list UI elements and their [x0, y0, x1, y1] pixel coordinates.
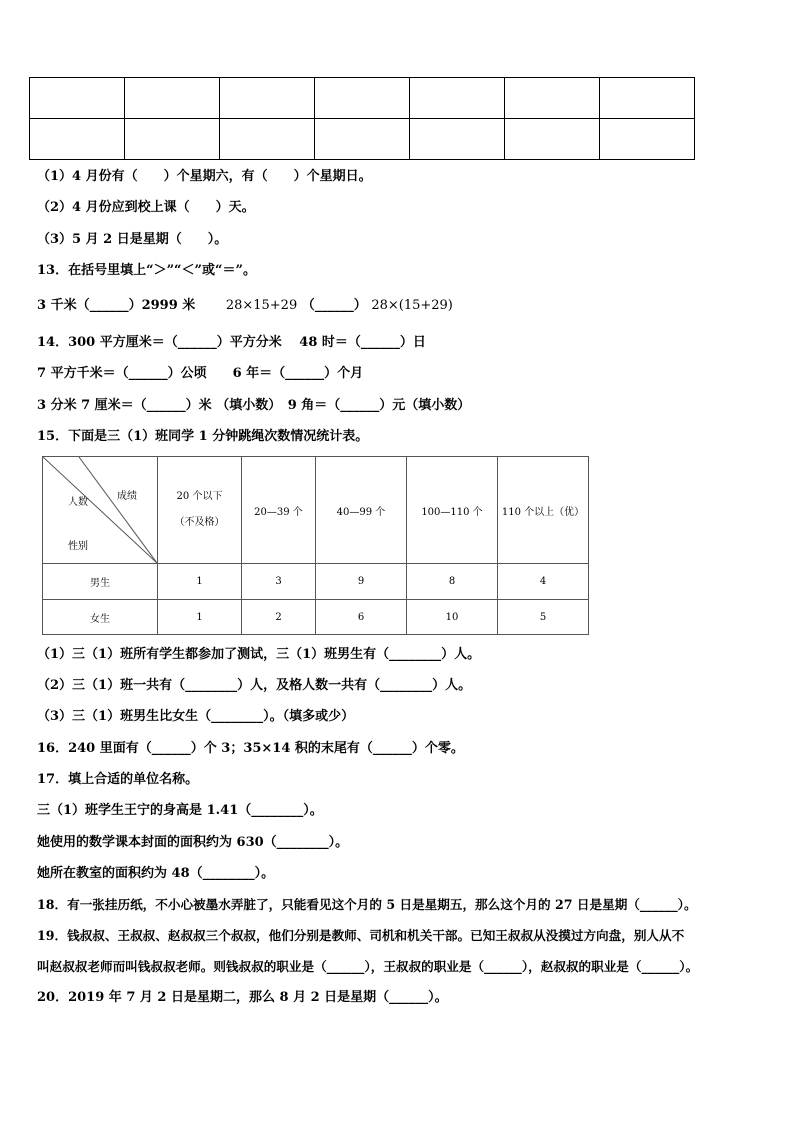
column-header: 110 个以上（优）	[498, 457, 589, 564]
q19-line1: 19．钱叔叔、王叔叔、赵叔叔三个叔叔，他们分别是教师、司机和机关干部。已知王叔叔从没摸过方向盘，别人从不	[37, 928, 685, 943]
q13-compare-line	[37, 298, 453, 314]
table-cell: 1	[158, 600, 242, 635]
diagonal-header-cell	[43, 457, 158, 564]
table-row	[43, 600, 589, 635]
column-header: 100—110 个	[407, 457, 498, 564]
q16: 16．240 里面有（______）个 3；35×14 积的末尾有（______）个零。	[37, 741, 464, 756]
q14-line2: 7 平方千米＝（______）公顷 6 年＝（______）个月	[37, 366, 364, 381]
table-cell: 6	[316, 600, 407, 635]
header-line1: 20 个以下	[176, 491, 223, 502]
table-cell: 2	[242, 600, 316, 635]
q17-title: 17．填上合适的单位名称。	[37, 772, 199, 787]
calendar-blank-table	[29, 77, 695, 160]
q20: 20．2019 年 7 月 2 日是星期二，那么 8 月 2 日是星期（______）。	[37, 990, 448, 1005]
q17-line1: 三（1）班学生王宁的身高是 1.41（________）。	[37, 803, 323, 818]
q13-expr1: 28×15+29	[225, 298, 298, 313]
table-cell: 4	[498, 564, 589, 600]
q13-expr2: 28×(15+29)	[371, 298, 453, 313]
table-cell	[600, 78, 695, 119]
table-cell	[125, 119, 220, 160]
diagonal-lines	[43, 457, 157, 563]
q17-line2: 她使用的数学课本封面的面积约为 630（________）。	[37, 835, 349, 850]
corner-count-label: 人数	[68, 497, 88, 508]
table-cell: 3	[242, 564, 316, 600]
table-cell	[410, 119, 505, 160]
table-cell	[30, 119, 125, 160]
table-cell	[410, 78, 505, 119]
q15-title: 15．下面是三（1）班同学 1 分钟跳绳次数情况统计表。	[37, 429, 369, 444]
corner-score-label: 成绩	[117, 491, 137, 502]
q19-line2: 叫赵叔叔老师而叫钱叔叔老师。则钱叔叔的职业是（______），王叔叔的职业是（______），赵叔叔的职业是（______）。	[37, 959, 699, 974]
column-header: 40—99 个	[316, 457, 407, 564]
table-cell	[315, 78, 410, 119]
column-header	[158, 457, 242, 564]
table-row	[43, 564, 589, 600]
header-line2: （不及格）	[174, 517, 225, 528]
table-row	[30, 78, 695, 119]
q13-title: 13．在括号里填上“＞”“＜”或“＝”。	[37, 263, 256, 278]
q12-sub2: （2）4 月份应到校上课（ ）天。	[37, 200, 255, 215]
row-label: 女生	[43, 600, 158, 635]
table-cell: 10	[407, 600, 498, 635]
column-header: 20—39 个	[242, 457, 316, 564]
q13-blank: （______）	[301, 298, 367, 313]
table-cell: 8	[407, 564, 498, 600]
table-header-row	[43, 457, 589, 564]
q17-line3: 她所在教室的面积约为 48（________）。	[37, 866, 275, 881]
q12-sub3: （3）5 月 2 日是星期（ ）。	[37, 232, 228, 247]
table-cell	[220, 119, 315, 160]
table-cell	[600, 119, 695, 160]
q15-sub3: （3）三（1）班男生比女生（________）。（填多或少）	[37, 709, 355, 724]
table-cell: 1	[158, 564, 242, 600]
table-cell	[30, 78, 125, 119]
table-cell	[315, 119, 410, 160]
row-label: 男生	[43, 564, 158, 600]
table-cell: 9	[316, 564, 407, 600]
jump-rope-stats-table	[42, 456, 589, 635]
q14-line1: 14．300 平方厘米＝（______）平方分米 48 时＝（______）日	[37, 335, 426, 350]
corner-gender-label: 性别	[68, 541, 88, 552]
q12-sub1: （1）4 月份有（ ）个星期六，有（ ）个星期日。	[37, 169, 372, 184]
table-cell	[220, 78, 315, 119]
table-cell	[505, 78, 600, 119]
table-cell: 5	[498, 600, 589, 635]
q15-sub2: （2）三（1）班一共有（________）人，及格人数一共有（________）人。	[37, 678, 472, 693]
table-row	[30, 119, 695, 160]
q13-left: 3 千米（______）2999 米	[37, 298, 196, 313]
q15-sub1: （1）三（1）班所有学生都参加了测试，三（1）班男生有（________）人。	[37, 647, 481, 662]
q18: 18．有一张挂历纸，不小心被墨水弄脏了，只能看见这个月的 5 日是星期五，那么这个月的 27 日是星期（______）。	[37, 897, 697, 912]
q14-line3: 3 分米 7 厘米＝（______）米 （填小数） 9 角＝（______）元（填小数）	[37, 398, 471, 413]
table-cell	[125, 78, 220, 119]
table-cell	[505, 119, 600, 160]
